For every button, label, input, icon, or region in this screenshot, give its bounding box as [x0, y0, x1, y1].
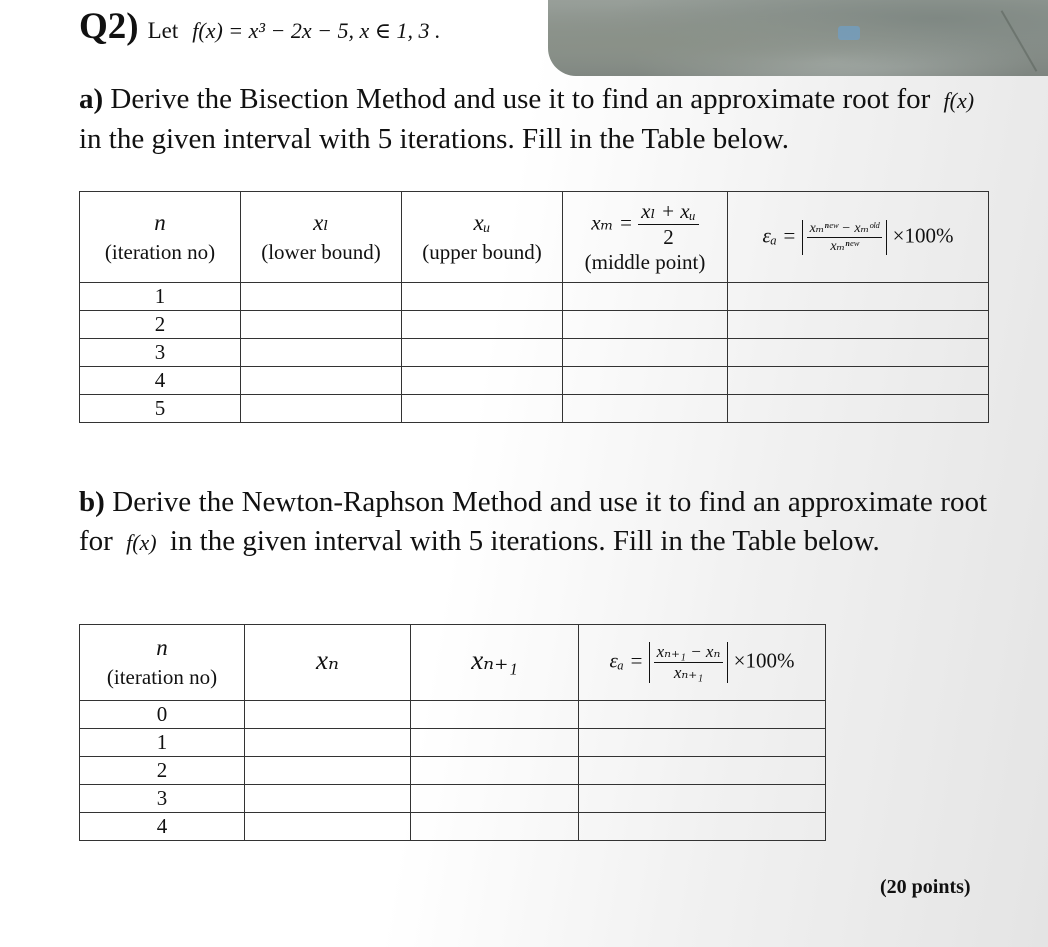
header-upper-bound: [402, 192, 563, 283]
percent-suffix: ×100%: [892, 222, 954, 247]
xn1-cell[interactable]: [411, 785, 579, 813]
xn-cell[interactable]: [245, 729, 411, 757]
xm-cell[interactable]: [563, 395, 728, 423]
part-b-function: f(x): [126, 530, 157, 555]
newton-raphson-table: [79, 624, 826, 841]
table-header-row: [80, 625, 826, 701]
absolute-value: [802, 220, 888, 255]
photo-detail: [1001, 10, 1038, 72]
xn1-cell[interactable]: [411, 757, 579, 785]
part-b-text-1: Derive the Newton-Raphson Method and use it to find an approximate root for: [79, 486, 987, 557]
n-symbol: n: [154, 209, 166, 235]
xm-cell[interactable]: [563, 367, 728, 395]
points-label: (20 points): [880, 876, 971, 898]
error-cell[interactable]: [728, 311, 989, 339]
table-row: [80, 311, 989, 339]
midpoint-formula: [563, 199, 727, 250]
error-cell[interactable]: [728, 367, 989, 395]
fraction: [807, 220, 883, 255]
n-symbol: n: [156, 635, 168, 660]
xl-cell[interactable]: [241, 367, 402, 395]
function-definition: f(x) = x³ − 2x − 5, x ∈ 1, 3 .: [192, 18, 441, 43]
part-a-text-1: Derive the Bisection Method and use it to find an approximate root for: [110, 83, 931, 115]
header-approx-error: [728, 192, 989, 283]
part-a-label: a): [79, 83, 104, 115]
error-cell[interactable]: [579, 785, 826, 813]
fraction-numerator: xₙ₊₁ − xₙ: [654, 642, 724, 663]
table-row: [80, 757, 826, 785]
error-cell[interactable]: [579, 701, 826, 729]
fraction: [654, 642, 724, 683]
xm-cell[interactable]: [563, 311, 728, 339]
table-row: [80, 701, 826, 729]
part-a-function: f(x): [943, 88, 975, 113]
error-cell[interactable]: [728, 395, 989, 423]
fraction: [638, 199, 699, 250]
table-row: [80, 813, 826, 841]
xl-symbol: xₗ: [313, 209, 329, 235]
iteration-cell: 2: [80, 757, 245, 785]
header-label: (middle point): [584, 250, 706, 274]
xl-cell[interactable]: [241, 395, 402, 423]
formula-lhs: εₐ =: [609, 648, 644, 673]
formula-lhs: εₐ =: [762, 222, 797, 247]
xu-cell[interactable]: [402, 395, 563, 423]
error-cell[interactable]: [728, 283, 989, 311]
xm-cell[interactable]: [563, 283, 728, 311]
xn-cell[interactable]: [245, 813, 411, 841]
iteration-cell: 5: [80, 395, 241, 423]
iteration-cell: 1: [80, 729, 245, 757]
fraction-denominator: xₘⁿᵉʷ: [830, 238, 859, 254]
table-row: [80, 785, 826, 813]
part-b-label: b): [79, 486, 105, 518]
xl-cell[interactable]: [241, 339, 402, 367]
fraction-numerator: xₘⁿᵉʷ − xₘᵒˡᵈ: [807, 220, 883, 238]
iteration-cell: 3: [80, 785, 245, 813]
table-row: [80, 395, 989, 423]
xn1-symbol: xₙ₊₁: [471, 645, 518, 675]
photo-detail: [838, 26, 860, 40]
header-xn-plus-1: [411, 625, 579, 701]
error-cell[interactable]: [728, 339, 989, 367]
header-iteration: [80, 625, 245, 701]
header-label: (iteration no): [104, 239, 216, 264]
fraction-numerator: xₗ + xᵤ: [638, 199, 699, 225]
question-intro: Let: [147, 18, 179, 43]
header-lower-bound: [241, 192, 402, 283]
table-row: [80, 729, 826, 757]
part-a-text-2: in the given interval with 5 iterations. Fill in the Table below.: [79, 123, 789, 155]
absolute-value: [649, 642, 729, 683]
header-xn: [245, 625, 411, 701]
xn1-cell[interactable]: [411, 813, 579, 841]
iteration-cell: 1: [80, 283, 241, 311]
iteration-cell: 0: [80, 701, 245, 729]
header-label: (upper bound): [422, 239, 542, 264]
xu-symbol: xᵤ: [473, 209, 491, 235]
xl-cell[interactable]: [241, 311, 402, 339]
fraction-denominator: 2: [663, 225, 674, 249]
formula-lhs: xₘ =: [591, 210, 633, 235]
percent-suffix: ×100%: [733, 648, 795, 673]
part-b-prompt: [79, 483, 987, 562]
xn-cell[interactable]: [245, 757, 411, 785]
header-iteration: [80, 192, 241, 283]
iteration-cell: 4: [80, 813, 245, 841]
background-photo-fragment: [548, 0, 1048, 76]
question-header: [79, 5, 441, 48]
xu-cell[interactable]: [402, 339, 563, 367]
header-label: (iteration no): [106, 665, 218, 689]
error-cell[interactable]: [579, 729, 826, 757]
part-a-prompt: [79, 80, 984, 159]
xu-cell[interactable]: [402, 311, 563, 339]
table-row: [80, 367, 989, 395]
xn1-cell[interactable]: [411, 701, 579, 729]
xn-symbol: xₙ: [316, 645, 339, 675]
header-approx-error: [579, 625, 826, 701]
error-cell[interactable]: [579, 757, 826, 785]
table-header-row: [80, 192, 989, 283]
part-b-text-2: in the given interval with 5 iterations. Fill in the Table below.: [169, 525, 880, 557]
xn1-cell[interactable]: [411, 729, 579, 757]
xm-cell[interactable]: [563, 339, 728, 367]
xn-cell[interactable]: [245, 785, 411, 813]
header-label: (lower bound): [261, 239, 381, 264]
iteration-cell: 3: [80, 339, 241, 367]
xl-cell[interactable]: [241, 283, 402, 311]
bisection-table: [79, 191, 989, 423]
xu-cell[interactable]: [402, 283, 563, 311]
xu-cell[interactable]: [402, 367, 563, 395]
iteration-cell: 2: [80, 311, 241, 339]
question-number: Q2): [79, 6, 139, 47]
xn-cell[interactable]: [245, 701, 411, 729]
iteration-cell: 4: [80, 367, 241, 395]
table-row: [80, 339, 989, 367]
error-cell[interactable]: [579, 813, 826, 841]
table-row: [80, 283, 989, 311]
header-middle-point: [563, 192, 728, 283]
fraction-denominator: xₙ₊₁: [673, 663, 704, 682]
